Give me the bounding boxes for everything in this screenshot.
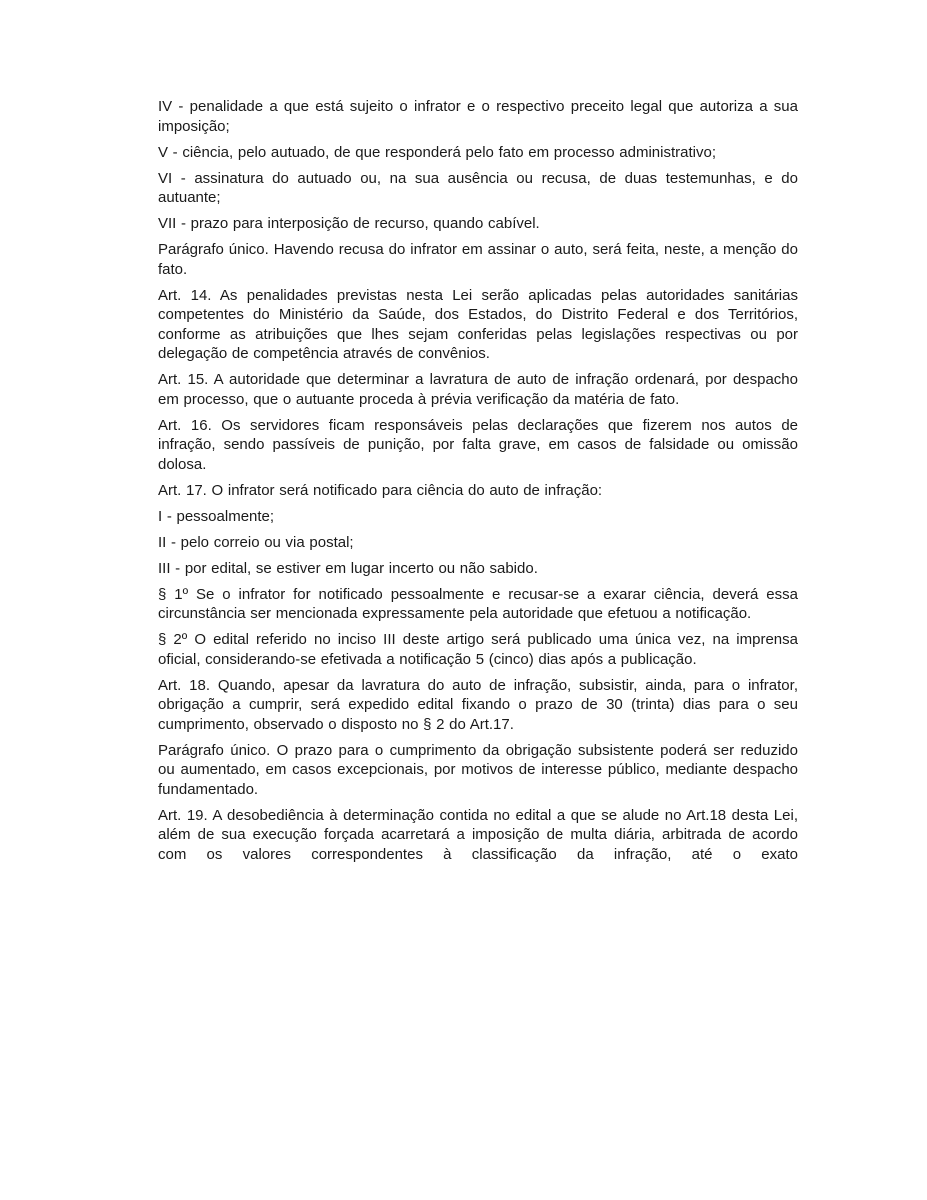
art-19: Art. 19. A desobediência à determinação contida no edital a que se alude no Art.18 desta Lei, além de sua execução forçada acarretará a imposição de multa diária, arbitrada de acordo com os valores correspondentes à classificação da infração, até o exato xyxy=(158,806,798,863)
art-17: Art. 17. O infrator será notificado para ciência do auto de infração: xyxy=(158,481,603,499)
inciso-i: I - pessoalmente; xyxy=(158,507,275,525)
item-vii: VII - prazo para interposição de recurso, quando cabível. xyxy=(158,215,540,232)
art-15: Art. 15. A autoridade que determinar a lavratura de auto de infração ordenará, por despacho em processo, que o autuante proceda à prévia verificação da matéria de fato. xyxy=(158,371,798,408)
item-v: V - ciência, pelo autuado, de que responderá pelo fato em processo administrativo; xyxy=(158,143,716,161)
paragrafo-unico-prazo: Parágrafo único. O prazo para o cumprimento da obrigação subsistente poderá ser reduzido ou aumentado, em casos excepcionais, por motivos de interesse público, mediante despacho fundamentado. xyxy=(158,741,798,798)
item-vi: VI - assinatura do autuado ou, na sua ausência ou recusa, de duas testemunhas, e do autuante; xyxy=(158,169,798,206)
inciso-iii: III - por edital, se estiver em lugar incerto ou não sabido. xyxy=(158,559,538,577)
paragrafo-unico-auto: Parágrafo único. Havendo recusa do infrator em assinar o auto, será feita, neste, a menção do fato. xyxy=(158,241,798,278)
art-14: Art. 14. As penalidades previstas nesta Lei serão aplicadas pelas autoridades sanitárias competentes do Ministério da Saúde, dos Estados, do Distrito Federal e dos Territórios, conforme as atribuições que lhes sejam conferidas pelas legislações respectivas ou por delegação de competência através de convênios. xyxy=(158,286,798,362)
item-iv: IV - penalidade a que está sujeito o infrator e o respectivo preceito legal que autoriza a sua imposição; xyxy=(158,98,798,135)
paragrafo-1: § 1º Se o infrator for notificado pessoalmente e recusar-se a exarar ciência, deverá essa circunstância ser mencionada expressamente pela autoridade que efetuou a notificação. xyxy=(158,585,798,622)
art-16: Art. 16. Os servidores ficam responsáveis pelas declarações que fizerem nos autos de infração, sendo passíveis de punição, por falta grave, em casos de falsidade ou omissão dolosa. xyxy=(158,416,798,473)
inciso-ii: II - pelo correio ou via postal; xyxy=(158,533,354,551)
paragrafo-2: § 2º O edital referido no inciso III deste artigo será publicado uma única vez, na imprensa oficial, considerando-se efetivada a notificação 5 (cinco) dias após a publicação. xyxy=(158,631,798,668)
art-18: Art. 18. Quando, apesar da lavratura do auto de infração, subsistir, ainda, para o infrator, obrigação a cumprir, será expedido edital fixando o prazo de 30 (trinta) dias para o seu cumprimento, observado o disposto no § 2 do Art.17. xyxy=(158,676,798,733)
